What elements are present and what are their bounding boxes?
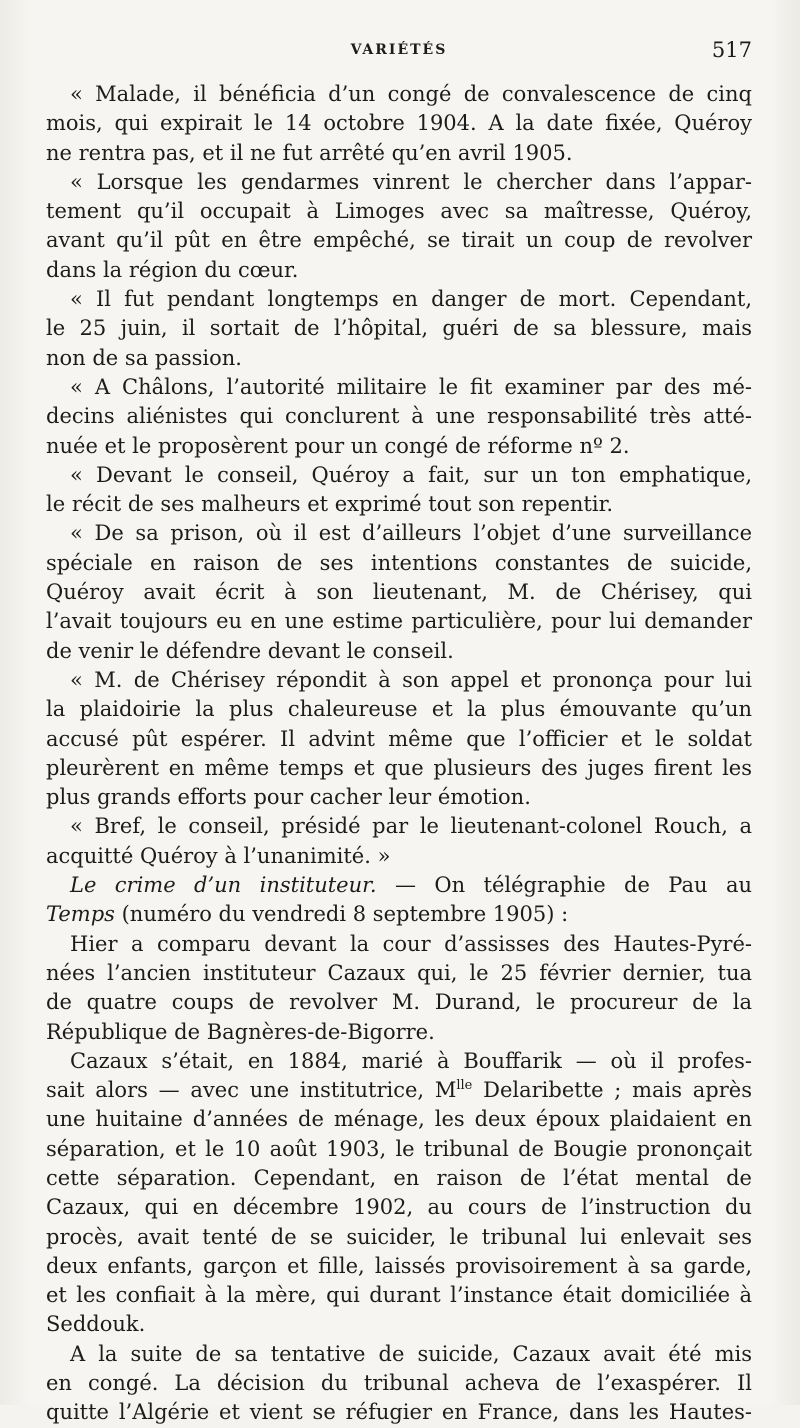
text-line: decins aliénistes qui conclurent à une responsabilité très atté-: [46, 404, 752, 429]
text-line: cette séparation. Cependant, en raison de l’état mental de: [46, 1165, 752, 1190]
body-text: [46, 80, 752, 1428]
text-line: de quatre coups de revolver M. Durand, le procureur de la: [46, 990, 752, 1015]
text-line: acquitté Quéroy à l’unanimité. »: [46, 843, 391, 868]
text-line: quitte l’Algérie et vient se réfugier en France, dans les Hautes-: [46, 1400, 752, 1425]
text-line: la plaidoirie la plus chaleureuse et la plus émouvante qu’un: [46, 697, 752, 722]
text-line: deux enfants, garçon et fille, laissés provisoirement à sa garde,: [46, 1253, 752, 1278]
text-line: l’avait toujours eu en une estime particulière, pour lui demander: [46, 609, 752, 634]
text-line: « Lorsque les gendarmes vinrent le chercher dans l’appar-: [70, 169, 752, 194]
running-head: VARIÉTÉS: [350, 42, 448, 58]
text-line: ne rentra pas, et il ne fut arrêté qu’en avril 1905.: [46, 140, 573, 165]
text-line: « Il fut pendant longtemps en danger de mort. Cependant,: [70, 287, 752, 312]
text-line: « A Châlons, l’autorité militaire le fit examiner par des mé-: [70, 374, 752, 399]
text-line: A la suite de sa tentative de suicide, Cazaux avait été mis: [70, 1341, 752, 1366]
text-line: République de Bagnères-de-Bigorre.: [46, 1019, 435, 1044]
text-line: avant qu’il pût en être empêché, se tirait un coup de revolver: [46, 228, 752, 253]
text-line: en congé. La décision du tribunal acheva de l’exaspérer. Il: [46, 1371, 752, 1396]
page-number: 517: [711, 38, 752, 62]
text-line: séparation, et le 10 août 1903, le tribunal de Bougie prononçait: [46, 1136, 752, 1161]
text-line: « De sa prison, où il est d’ailleurs l’objet d’une surveillance: [70, 521, 752, 546]
text-line: Quéroy avait écrit à son lieutenant, M. de Chérisey, qui: [46, 580, 752, 605]
text-line: « M. de Chérisey répondit à son appel et prononça pour lui: [70, 667, 752, 692]
text-line: dans la région du cœur.: [46, 257, 299, 282]
text-line: une huitaine d’années de ménage, les deux époux plaidaient en: [46, 1107, 752, 1132]
text-line: tement qu’il occupait à Limoges avec sa maîtresse, Quéroy,: [46, 199, 752, 224]
text-line: accusé pût espérer. Il advint même que l’officier et le soldat: [46, 726, 752, 751]
text-line: Cazaux s’était, en 1884, marié à Bouffarik — où il profes-: [70, 1048, 752, 1073]
text-line: spéciale en raison de ses intentions constantes de suicide,: [46, 550, 752, 575]
text-line: le 25 juin, il sortait de l’hôpital, guéri de sa blessure, mais: [46, 316, 752, 341]
text-line: Seddouk.: [46, 1312, 146, 1337]
text-line: de venir le défendre devant le conseil.: [46, 638, 454, 663]
text-line: « Malade, il bénéficia d’un congé de convalescence de cinq: [70, 82, 752, 106]
text-line: pleurèrent en même temps et que plusieurs des juges firent les: [46, 755, 752, 780]
text-line: le récit de ses malheurs et exprimé tout son repentir.: [46, 492, 613, 517]
text-line: nuée et le proposèrent pour un congé de réforme nº 2.: [46, 433, 630, 458]
text-line: Cazaux, qui en décembre 1902, au cours de l’instruction du: [46, 1195, 752, 1220]
text-line: Le crime d’un instituteur. — On télégraphie de Pau au: [70, 873, 752, 898]
text-line: « Bref, le conseil, présidé par le lieutenant-colonel Rouch, a: [70, 814, 752, 839]
text-line: mois, qui expirait le 14 octobre 1904. A la date fixée, Quéroy: [46, 111, 752, 136]
text-line: nées l’ancien instituteur Cazaux qui, le 25 février dernier, tua: [46, 960, 752, 985]
text-line: plus grands efforts pour cacher leur émotion.: [46, 785, 531, 810]
text-line: procès, avait tenté de se suicider, le tribunal lui enlevait ses: [46, 1224, 752, 1249]
text-line: sait alors — avec une institutrice, $M^{lle}$ Delaribette ; mais après: [46, 1078, 752, 1103]
text-line: et les confiait à la mère, qui durant l’instance était domiciliée à: [46, 1283, 752, 1308]
text-line: « Devant le conseil, Quéroy a fait, sur un ton emphatique,: [70, 462, 752, 487]
page-header: [46, 38, 752, 68]
text-line: Temps (numéro du vendredi 8 septembre 1905) :: [46, 902, 569, 927]
text-line: non de sa passion.: [46, 345, 242, 370]
text-line: Hier a comparu devant la cour d’assisses des Hautes-Pyré-: [70, 931, 752, 956]
